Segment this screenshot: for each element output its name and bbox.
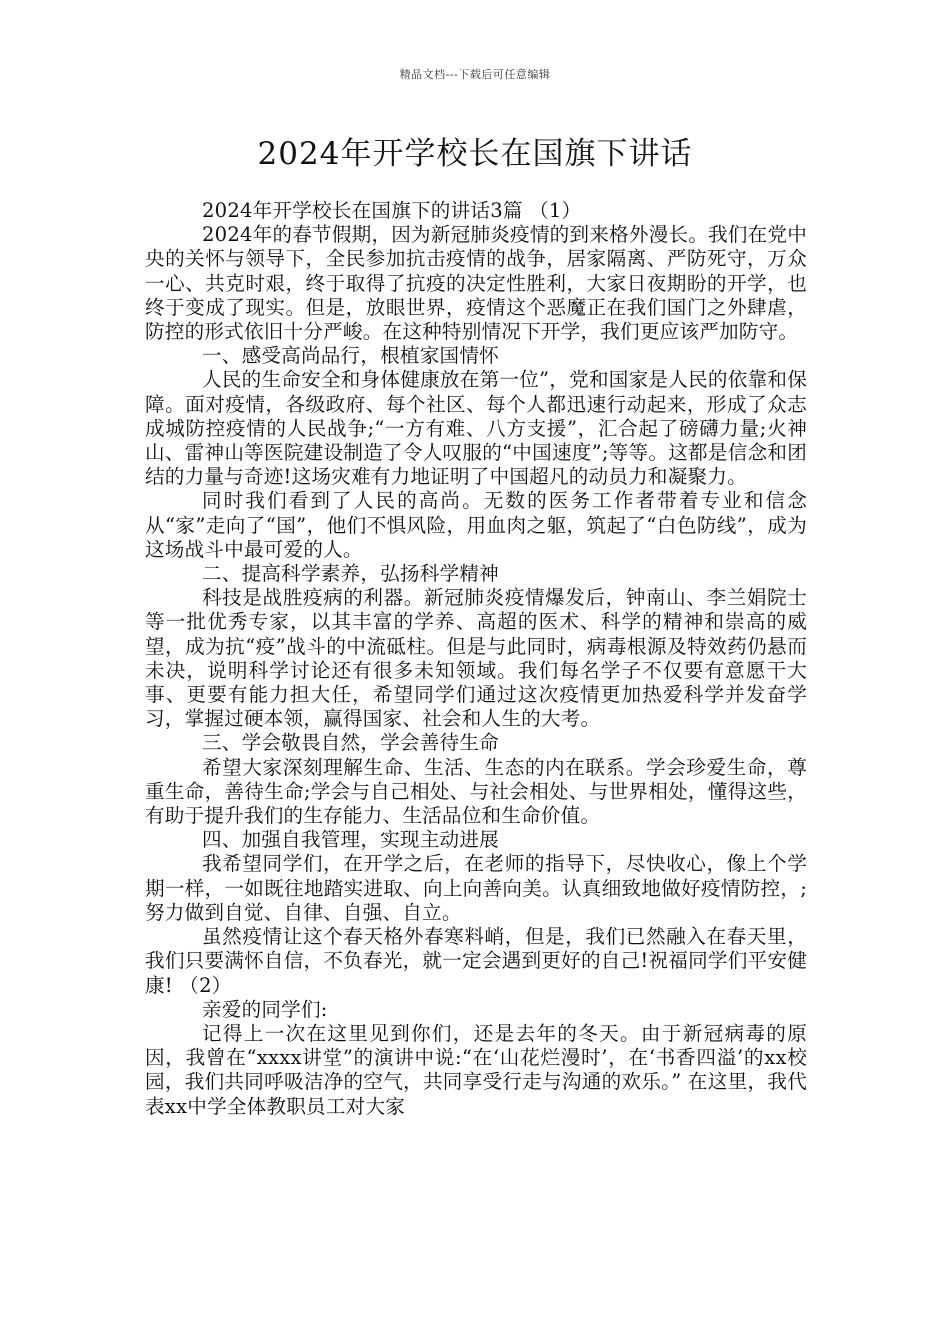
section-heading-2: 二、提高科学素养，弘扬科学精神: [202, 562, 499, 586]
paragraph-section-4: 我希望同学们，在开学之后，在老师的指导下，尽快收心，像上个学期一样，一如既往地踏实进取、向上向善向美。认真细致地做好疫情防控，;努力做到自觉、自律、自强、自立。: [145, 852, 807, 924]
paragraph-greeting: 亲爱的同学们:: [202, 997, 328, 1021]
paragraph-closing: 虽然疫情让这个春天格外春寒料峭，但是，我们已然融入在春天里，我们只要满怀自信，不负春光，就一定会遇到更好的自己!祝福同学们平安健康! （2）: [145, 925, 807, 997]
document-body: [145, 199, 807, 1119]
paragraph-speech-2: 记得上一次在这里见到你们，还是去年的冬天。由于新冠病毒的原因，我曾在“xxxx讲堂”的演讲中说:“在‘山花烂漫时’，在‘书香四溢’的xx校园，我们共同呼吸洁净的空气，共同享受行走与沟通的欢乐。” 在这里，我代表xx中学全体教职员工对大家: [145, 1021, 807, 1118]
header-note: 精品文档---下载后可任意编辑: [399, 68, 551, 81]
section-heading-4: 四、加强自我管理，实现主动进展: [202, 828, 499, 852]
document-subtitle: 2024年开学校长在国旗下的讲话3篇 （1）: [202, 199, 582, 222]
section-heading-1: 一、感受高尚品行，根植家国情怀: [202, 344, 499, 368]
paragraph-section-1a: 人民的生命安全和身体健康放在第一位”，党和国家是人民的依靠和保障。面对疫情，各级政府、每个社区、每个人都迅速行动起来，形成了众志成城防控疫情的人民战争;“一方有难、八方支援”，汇合起了磅礴力量;火神山、雷神山等医院建设制造了令人叹服的“中国速度”;等等。这都是信念和团结的力量与奇迹!这场灾难有力地证明了中国超凡的动员力和凝聚力。: [145, 368, 807, 489]
paragraph-section-1b: 同时我们看到了人民的高尚。无数的医务工作者带着专业和信念从“家”走向了“国”，他们不惧风险，用血肉之躯，筑起了“白色防线”，成为这场战斗中最可爱的人。: [145, 489, 807, 561]
document-title: 2024年开学校长在国旗下讲话: [257, 136, 693, 172]
paragraph-intro: 2024年的春节假期，因为新冠肺炎疫情的到来格外漫长。我们在党中央的关怀与领导下，全民参加抗击疫情的战争，居家隔离、严防死守，万众一心、共克时艰，终于取得了抗疫的决定性胜利，大家日夜期盼的开学，也终于变成了现实。但是，放眼世界，疫情这个恶魔正在我们国门之外肆虐，防控的形式依旧十分严峻。在这种特别情况下开学，我们更应该严加防守。: [145, 223, 807, 344]
section-heading-3: 三、学会敬畏自然，学会善待生命: [202, 731, 499, 755]
paragraph-section-2: 科技是战胜疫病的利器。新冠肺炎疫情爆发后，钟南山、李兰娟院士等一批优秀专家，以其丰富的学养、高超的医术、科学的精神和崇高的威望，成为抗“疫”战斗的中流砥柱。但是与此同时，病毒根源及特效药仍悬而未决，说明科学讨论还有很多未知领域。我们每名学子不仅要有意愿干大事、更要有能力担大任，希望同学们通过这次疫情更加热爱科学并发奋学习，掌握过硬本领，赢得国家、社会和人生的大考。: [145, 586, 807, 731]
paragraph-section-3: 希望大家深刻理解生命、生活、生态的内在联系。学会珍爱生命，尊重生命，善待生命;学会与自己相处、与社会相处、与世界相处，懂得这些，有助于提升我们的生存能力、生活品位和生命价值。: [145, 755, 807, 828]
